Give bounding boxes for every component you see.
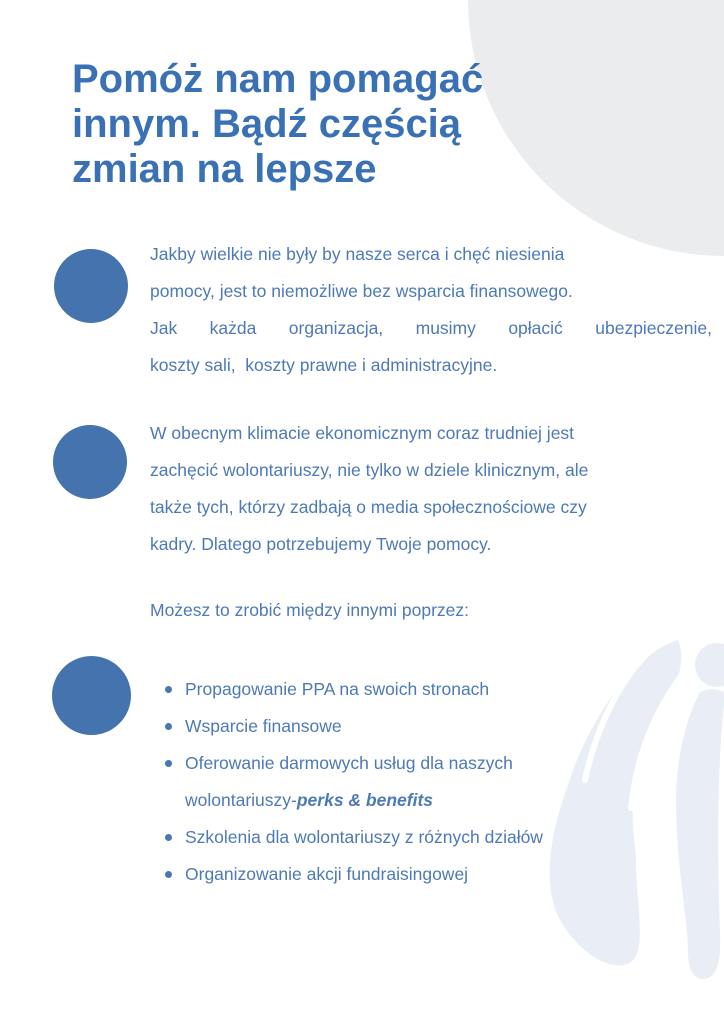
corner-circle-decoration: [468, 0, 724, 256]
section-marker-circle: [52, 656, 131, 735]
list-item: [150, 819, 712, 856]
paragraph-line: zachęcić wolontariuszy, nie tylko w dziele klinicznym, ale: [150, 460, 589, 480]
paragraph-funding: [150, 236, 712, 384]
paragraph-line: także tych, którzy zadbają o media społecznościowe czy: [150, 497, 587, 517]
list-item-text: Organizowanie akcji fundraisingowej: [185, 864, 469, 884]
help-options-list: [150, 671, 712, 893]
paragraph-line: Jak każda organizacja, musimy opłacić ubezpieczenie,: [150, 318, 712, 338]
list-item-text: Oferowanie darmowych usług dla naszych: [185, 753, 513, 773]
bullet-dot-icon: [165, 686, 172, 693]
list-intro-text: Możesz to zrobić między innymi poprzez:: [150, 600, 469, 620]
page-title-line: Pomóż nam pomagać: [72, 57, 484, 101]
page-title-line: innym. Bądź częścią: [72, 102, 462, 146]
list-item: [150, 671, 712, 708]
bullet-dot-icon: [165, 871, 172, 878]
bullet-dot-icon: [165, 723, 172, 730]
paragraph-line: kadry. Dlatego potrzebujemy Twoje pomocy.: [150, 534, 492, 554]
list-item: [150, 708, 712, 745]
page-title: [72, 57, 483, 192]
list-item-text-emphasis: perks & benefits: [296, 790, 434, 810]
list-item-text: Szkolenia dla wolontariuszy z różnych działów: [185, 827, 543, 847]
list-item: [150, 856, 712, 893]
list-item-text: Propagowanie PPA na swoich stronach: [185, 679, 490, 699]
section-marker-circle: [53, 425, 127, 499]
page-title-line: zmian na lepsze: [72, 147, 377, 191]
paragraph-line: koszty sali, koszty prawne i administracyjne.: [150, 355, 498, 375]
section-marker-circle: [54, 249, 128, 323]
list-item-text: Wsparcie finansowe: [185, 716, 342, 736]
paragraph-volunteers: [150, 415, 712, 563]
list-item-text-line2: [185, 782, 712, 819]
list-item-text-prefix: wolontariuszy-: [185, 790, 297, 810]
bullet-dot-icon: [165, 834, 172, 841]
paragraph-line: W obecnym klimacie ekonomicznym coraz trudniej jest: [150, 423, 575, 443]
bullet-dot-icon: [165, 760, 172, 767]
list-intro: [150, 592, 712, 629]
paragraph-line: pomocy, jest to niemożliwe bez wsparcia finansowego.: [150, 281, 573, 301]
list-item: [150, 745, 712, 819]
paragraph-line: Jakby wielkie nie były by nasze serca i chęć niesienia: [150, 244, 565, 264]
